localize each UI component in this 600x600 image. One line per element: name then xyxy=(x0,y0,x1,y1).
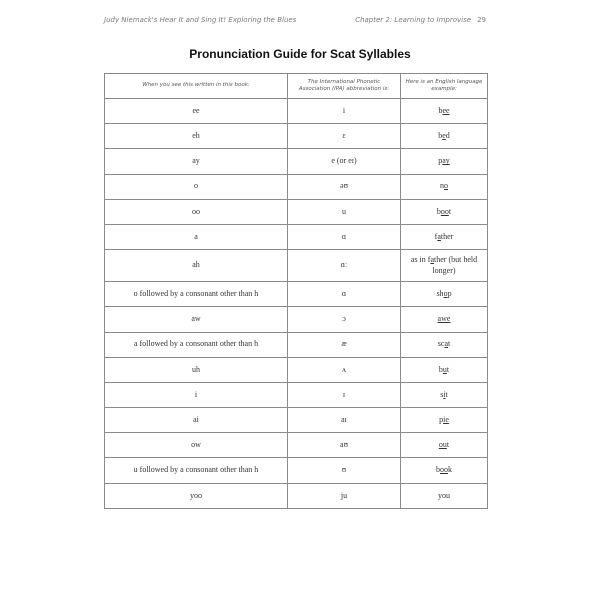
example-cell xyxy=(401,199,488,224)
example-underlined-part: oo xyxy=(440,206,449,216)
written-form-cell: uh xyxy=(105,357,288,382)
ipa-cell: u xyxy=(288,199,401,224)
example-cell xyxy=(401,332,488,357)
example-underlined-part: o xyxy=(443,289,448,299)
example-part: k xyxy=(448,465,452,475)
example-underlined-part: a xyxy=(444,339,448,349)
example-part: b xyxy=(436,206,441,216)
ipa-cell: əʊ xyxy=(288,174,401,199)
example-cell xyxy=(401,124,488,149)
example-part: s xyxy=(440,389,444,399)
written-form-cell: o xyxy=(105,174,288,199)
written-form-cell: u followed by a consonant other than h xyxy=(105,458,288,483)
written-form-cell: a followed by a consonant other than h xyxy=(105,332,288,357)
example-part: p xyxy=(439,414,444,424)
example-part: sh xyxy=(436,289,444,299)
written-form-cell: ai xyxy=(105,408,288,433)
example-underlined-part: a xyxy=(437,231,441,241)
ipa-cell: e (or eɪ) xyxy=(288,149,401,174)
written-form-cell: ee xyxy=(105,99,288,124)
example-cell xyxy=(401,433,488,458)
header-example: Here is an English language example: xyxy=(401,74,488,99)
ipa-cell: aʊ xyxy=(288,433,401,458)
written-form-cell: yoo xyxy=(105,483,288,508)
example-cell xyxy=(401,382,488,407)
table-row xyxy=(105,382,488,407)
example-part: t xyxy=(445,389,448,399)
example-cell xyxy=(401,224,488,249)
ipa-cell: ju xyxy=(288,483,401,508)
example-part: t xyxy=(448,206,452,216)
page-number: 29 xyxy=(477,16,486,24)
ipa-cell: ɑ xyxy=(288,282,401,307)
example-part: ther xyxy=(440,231,454,241)
written-form-cell: oo xyxy=(105,199,288,224)
example-part: b xyxy=(438,105,443,115)
ipa-cell: ɔ xyxy=(288,307,401,332)
table-row xyxy=(105,433,488,458)
example-cell xyxy=(401,483,488,508)
pronunciation-table xyxy=(104,73,488,509)
ipa-cell: ɪ xyxy=(288,382,401,407)
example-underlined-part: ay xyxy=(442,156,450,166)
example-underlined-part: i xyxy=(443,389,446,399)
written-form-cell: a xyxy=(105,224,288,249)
example-part: t xyxy=(446,364,450,374)
table-row xyxy=(105,357,488,382)
page-title: Pronunciation Guide for Scat Syllables xyxy=(189,47,411,61)
example-part: b xyxy=(436,465,440,475)
written-form-cell: ay xyxy=(105,149,288,174)
example-underlined-part: oo xyxy=(440,465,448,475)
example-underlined-part: o xyxy=(444,181,448,191)
example-cell xyxy=(401,307,488,332)
example-part: ther (but held longer) xyxy=(432,255,478,275)
written-form-cell: ow xyxy=(105,433,288,458)
written-form-cell: aw xyxy=(105,307,288,332)
ipa-cell: ɑː xyxy=(288,250,401,282)
ipa-cell: i xyxy=(288,99,401,124)
table-row xyxy=(105,307,488,332)
example-part: p xyxy=(447,289,452,299)
example-underlined-part: ou xyxy=(438,440,447,450)
book-title-header: Judy Niemack's Hear It and Sing It! Exploring the Blues xyxy=(104,16,297,24)
example-cell xyxy=(401,174,488,199)
table-row xyxy=(105,149,488,174)
ipa-cell: aɪ xyxy=(288,408,401,433)
chapter-header xyxy=(355,16,486,24)
header-written: When you see this written in this book: xyxy=(105,74,288,99)
table-row xyxy=(105,282,488,307)
example-part: f xyxy=(434,231,438,241)
table-row xyxy=(105,124,488,149)
example-cell xyxy=(401,408,488,433)
table-row xyxy=(105,483,488,508)
written-form-cell: o followed by a consonant other than h xyxy=(105,282,288,307)
ipa-cell: ɑ xyxy=(288,224,401,249)
example-underlined-part: ee xyxy=(442,105,450,115)
table-row xyxy=(105,174,488,199)
example-part: t xyxy=(446,440,450,450)
example-part: p xyxy=(438,156,443,166)
example-part: sc xyxy=(437,339,445,349)
running-head xyxy=(104,16,486,30)
example-cell xyxy=(401,99,488,124)
table-row xyxy=(105,408,488,433)
table-row xyxy=(105,224,488,249)
ipa-cell: ʊ xyxy=(288,458,401,483)
table-row xyxy=(105,199,488,224)
example-part: b xyxy=(438,364,443,374)
example-underlined-part: ie xyxy=(443,414,449,424)
table-row xyxy=(105,99,488,124)
ipa-cell: ʌ xyxy=(288,357,401,382)
written-form-cell: eh xyxy=(105,124,288,149)
ipa-cell: æ xyxy=(288,332,401,357)
example-underlined-part: a xyxy=(430,255,434,265)
example-part: t xyxy=(448,339,451,349)
example-cell xyxy=(401,458,488,483)
ipa-cell: ɛ xyxy=(288,124,401,149)
written-form-cell: i xyxy=(105,382,288,407)
example-underlined-part: e xyxy=(442,131,446,141)
example-part: you xyxy=(438,490,450,500)
example-cell xyxy=(401,149,488,174)
table-row xyxy=(105,458,488,483)
example-cell xyxy=(401,250,488,282)
example-part: n xyxy=(440,181,444,191)
chapter-title: Chapter 2: Learning to Improvise xyxy=(355,16,472,24)
table-row xyxy=(105,250,488,282)
example-cell xyxy=(401,282,488,307)
example-underlined-part: u xyxy=(442,364,447,374)
table-row xyxy=(105,332,488,357)
header-ipa: The International Phonetic Association (IPA) abbreviation is: xyxy=(288,74,401,99)
example-part: as in f xyxy=(410,255,431,265)
example-cell xyxy=(401,357,488,382)
example-underlined-part: awe xyxy=(437,314,451,324)
table-header-row xyxy=(105,74,488,99)
example-part: b xyxy=(438,131,443,141)
written-form-cell: ah xyxy=(105,250,288,282)
example-part: d xyxy=(445,131,450,141)
